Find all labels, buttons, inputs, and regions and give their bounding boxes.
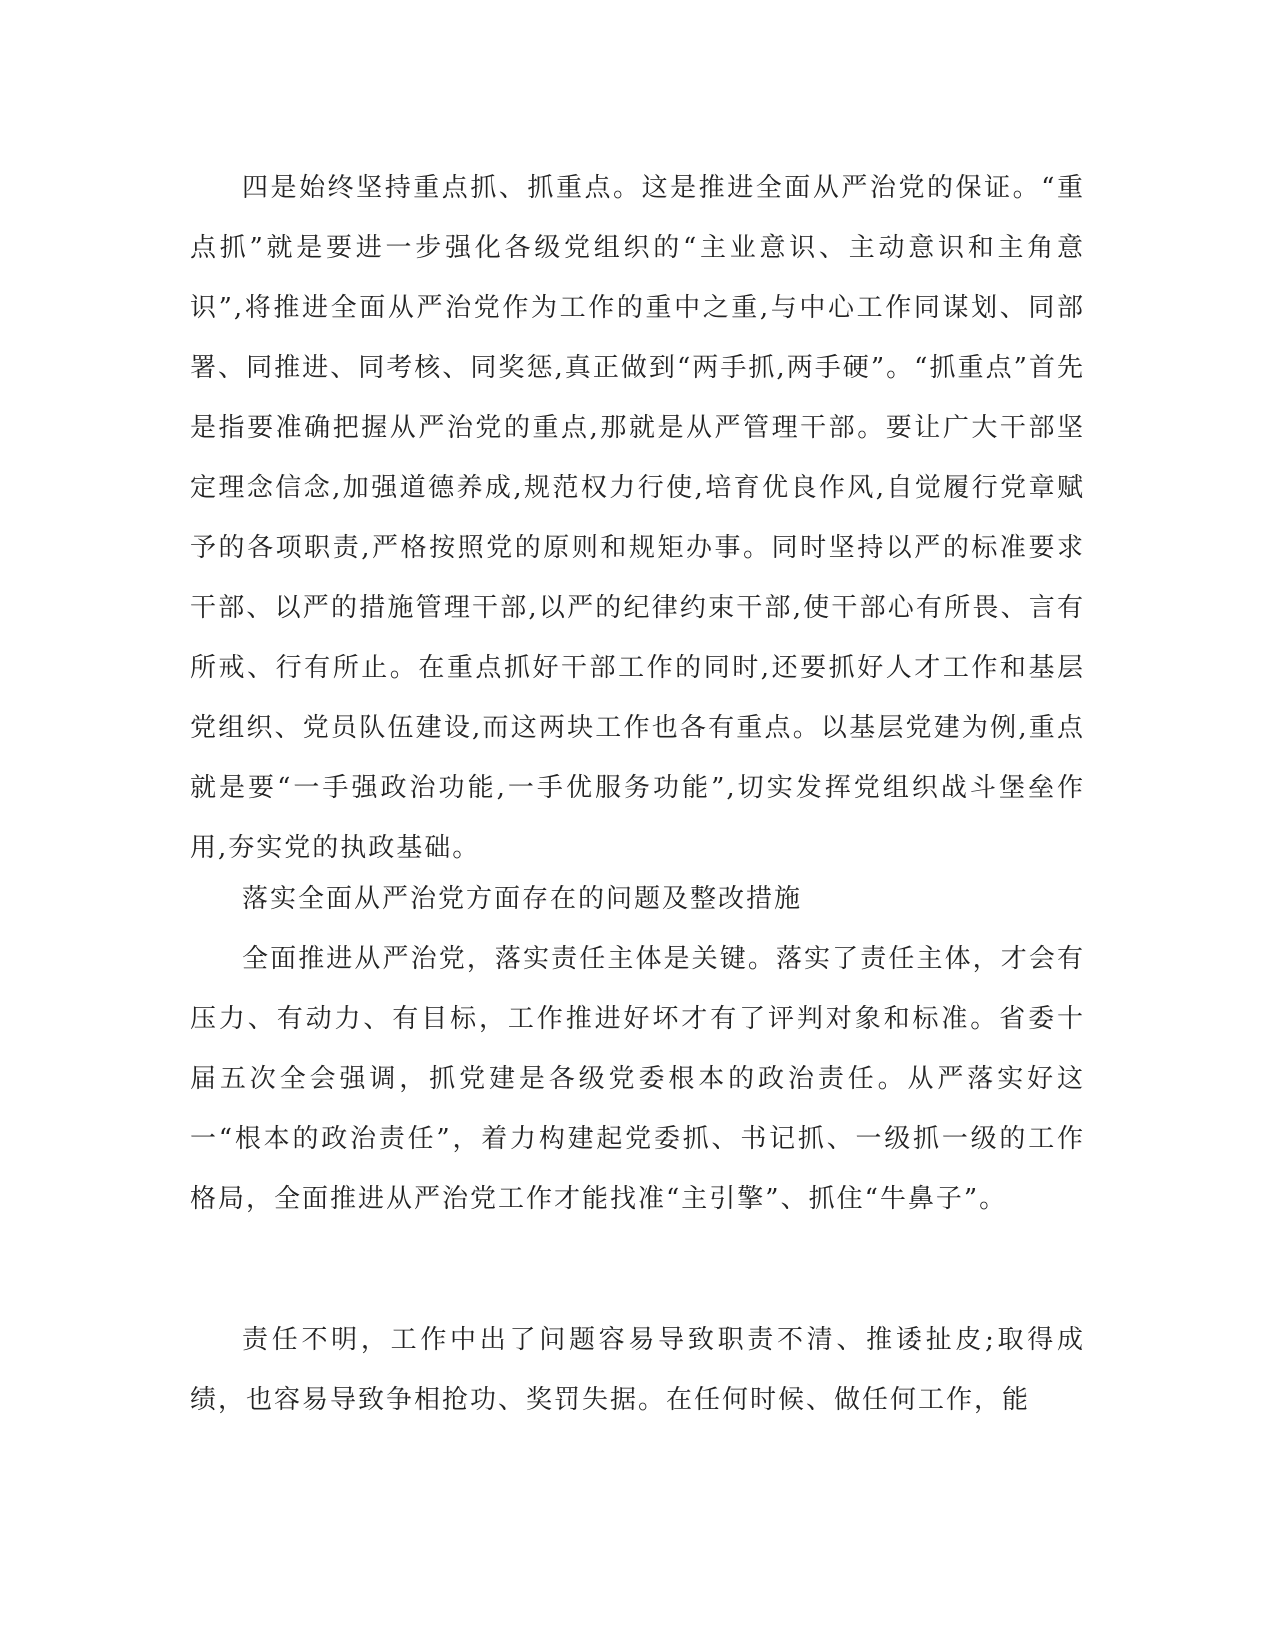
paragraph-key-focus: 四是始终坚持重点抓、抓重点。这是推进全面从严治党的保证。“重点抓”就是要进一步强化各级党组织的“主业意识、主动意识和主角意识”,将推进全面从严治党作为工作的重中之重,与中心工作同谋划、同部署、同推进、同考核、同奖惩,真正做到“两手抓,两手硬”。“抓重点”首先是指要准确把握从严治党的重点,那就是从严管理干部。要让广大干部坚定理念信念,加强道德养成,规范权力行使,培育优良作风,自觉履行党章赋予的各项职责,严格按照党的原则和规矩办事。同时坚持以严的标准要求干部、以严的措施管理干部,以严的纪律约束干部,使干部心有所畏、言有所戒、行有所止。在重点抓好干部工作的同时,还要抓好人才工作和基层党组织、党员队伍建设,而这两块工作也各有重点。以基层党建为例,重点就是要“一手强政治功能,一手优服务功能”,切实发挥党组织战斗堡垒作用,夯实党的执政基础。	[190, 173, 1085, 863]
paragraph-unclear-responsibility: 责任不明，工作中出了问题容易导致职责不清、推诿扯皮;取得成绩，也容易导致争相抢功、奖罚失据。在任何时候、做任何工作，能	[190, 1325, 1085, 1415]
section-body-top	[190, 158, 1085, 878]
section-body-bottom	[190, 1310, 1085, 1430]
paragraph-heading-problems: 落实全面从严治党方面存在的问题及整改措施	[242, 884, 803, 914]
paragraph-responsibility: 全面推进从严治党，落实责任主体是关键。落实了责任主体，才会有压力、有动力、有目标，工作推进好坏才有了评判对象和标准。省委十届五次全会强调，抓党建是各级党委根本的政治责任。从严落实好这一“根本的政治责任”，着力构建起党委抓、书记抓、一级抓一级的工作格局，全面推进从严治党工作才能找准“主引擎”、抓住“牛鼻子”。	[190, 944, 1085, 1214]
section-body-middle	[190, 869, 1085, 1229]
